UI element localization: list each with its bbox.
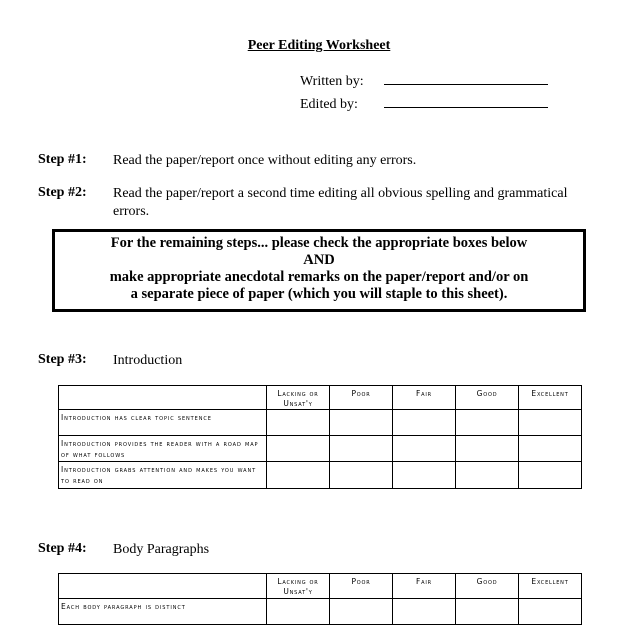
instructions-line-1: For the remaining steps... please check the appropriate boxes below: [110, 235, 528, 251]
instructions-line-3: make appropriate anecdotal remarks on the paper/report and/or on: [109, 269, 529, 285]
worksheet-title: Peer Editing Worksheet: [247, 38, 391, 53]
step-2-number: Step #2:: [38, 185, 87, 200]
header-poor: Poor: [330, 574, 393, 599]
rating-checkbox[interactable]: [393, 462, 456, 489]
rating-checkbox[interactable]: [267, 410, 330, 436]
written-by-label: Written by:: [300, 74, 364, 89]
rating-checkbox[interactable]: [456, 599, 519, 625]
written-by-row: [300, 72, 548, 90]
step-3: [38, 352, 598, 372]
body-paragraphs-rubric-table: [58, 573, 582, 625]
rating-checkbox[interactable]: [519, 462, 582, 489]
rating-checkbox[interactable]: [519, 599, 582, 625]
introduction-rubric-table: [58, 385, 582, 489]
header-excellent: Excellent: [519, 574, 582, 599]
rating-checkbox[interactable]: [330, 436, 393, 462]
criterion-label: Each body paragraph is distinct: [59, 599, 267, 625]
step-4-text: Body Paragraphs: [113, 542, 210, 557]
rating-checkbox[interactable]: [330, 410, 393, 436]
rating-checkbox[interactable]: [330, 462, 393, 489]
table-row: [59, 599, 582, 625]
step-4: [38, 541, 598, 561]
header-good: Good: [456, 574, 519, 599]
edited-by-line[interactable]: [384, 95, 548, 108]
instructions-line-4: a separate piece of paper (which you will staple to this sheet).: [130, 286, 508, 302]
criterion-label: Introduction grabs attention and makes you want to read on: [59, 462, 267, 489]
table-row: [59, 410, 582, 436]
rating-checkbox[interactable]: [456, 462, 519, 489]
header-lacking: Lacking or Unsat'y: [267, 386, 330, 410]
header-fair: Fair: [393, 386, 456, 410]
edited-by-label: Edited by:: [300, 97, 358, 112]
step-1-number: Step #1:: [38, 152, 87, 167]
step-3-number: Step #3:: [38, 352, 87, 367]
written-by-line[interactable]: [384, 72, 548, 85]
rating-checkbox[interactable]: [393, 410, 456, 436]
rating-checkbox[interactable]: [519, 410, 582, 436]
step-4-number: Step #4:: [38, 541, 87, 556]
criteria-header-cell: [59, 386, 267, 410]
step-1: [38, 152, 598, 172]
header-poor: Poor: [330, 386, 393, 410]
rating-checkbox[interactable]: [267, 436, 330, 462]
table-row: [59, 462, 582, 489]
rating-checkbox[interactable]: [393, 436, 456, 462]
step-1-text: Read the paper/report once without editing any errors.: [113, 153, 417, 168]
rating-checkbox[interactable]: [519, 436, 582, 462]
instructions-box: [52, 229, 586, 312]
rating-checkbox[interactable]: [456, 410, 519, 436]
header-lacking: Lacking or Unsat'y: [267, 574, 330, 599]
rating-checkbox[interactable]: [267, 599, 330, 625]
criterion-label: Introduction provides the reader with a road map of what follows: [59, 436, 267, 462]
header-excellent: Excellent: [519, 386, 582, 410]
instructions-line-2: AND: [303, 252, 335, 268]
criteria-header-cell: [59, 574, 267, 599]
criterion-label: Introduction has clear topic sentence: [59, 410, 267, 436]
header-fair: Fair: [393, 574, 456, 599]
table-row: [59, 436, 582, 462]
header-good: Good: [456, 386, 519, 410]
rating-checkbox[interactable]: [456, 436, 519, 462]
edited-by-row: [300, 95, 548, 113]
rating-checkbox[interactable]: [267, 462, 330, 489]
step-2-text: Read the paper/report a second time editing all obvious spelling and grammatical errors.: [113, 186, 568, 219]
rating-checkbox[interactable]: [393, 599, 456, 625]
step-2: [38, 185, 598, 225]
step-3-text: Introduction: [113, 353, 183, 368]
rating-checkbox[interactable]: [330, 599, 393, 625]
